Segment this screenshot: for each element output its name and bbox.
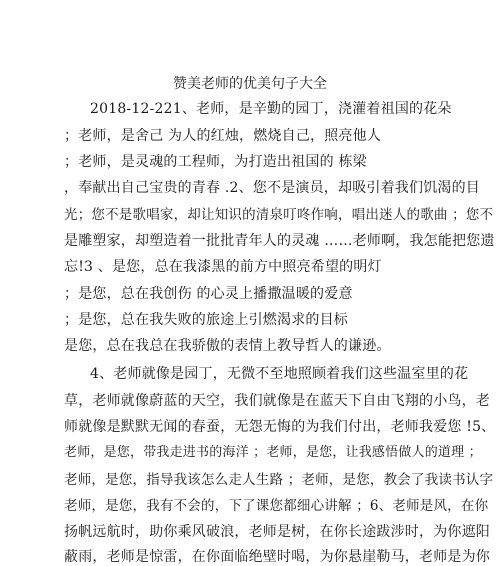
text-line: ；老师，是灵魂的工程师，为打造出祖国的 栋梁 xyxy=(64,154,367,170)
text-line: 4、老师就像是园丁，无微不至地照顾着我们这些温室里的花 xyxy=(90,366,469,382)
text-line: 是雕塑家，却塑造着一批批青年人的灵魂 ……老师啊，我怎能把您遗 xyxy=(64,233,495,249)
text-line: 忘!3 、是您，总在我漆黑的前方中照亮希望的明灯 xyxy=(64,259,382,275)
text-line: 老师，是您，带我走进书的海洋 ；老师，是您，让我感悟做人的道理 ； xyxy=(64,445,482,460)
text-line: 蔽雨，老师是惊雷，在你面临绝壁时喝，为你悬崖勒马，老师是为你 xyxy=(64,549,490,565)
text-line: ，奉献出自己宝贵的青春 .2、您不是演员，却吸引着我们饥渴的目 xyxy=(64,180,481,196)
text-line: ；是您，总在我创伤 的心灵上播撒温暖的爱意 xyxy=(64,286,353,302)
text-line: ；是您，总在我失败的旅途上引燃渴求的目标 xyxy=(64,312,348,328)
document-title: 赞美老师的优美句子大全 xyxy=(173,76,327,92)
text-line: 老师，是您，我有不会的，下了课您都细心讲解 ；6、老师是风，在你 xyxy=(64,498,489,514)
text-line: 扬帆远航时，助你乘风破浪，老师是树，在你长途跋涉时，为你遮阳 xyxy=(64,524,490,540)
text-line: 师就像是默默无闻的春蚕，无怨无悔的为我们付出，老师我爱您 !5、 xyxy=(64,419,496,435)
text-line: 2018-12-221、老师，是辛勤的园丁，浇灌着祖国的花朵 xyxy=(90,101,452,117)
text-line: 是您，总在我总在我骄傲的表情上教导哲人的谦逊。 xyxy=(64,338,391,354)
text-line: 老师，是您，指导我该怎么走人生路 ；老师，是您，教会了我读书认字 xyxy=(64,472,494,488)
text-line: ；老师，是舍己 为人的红烛，燃烧自己，照亮他人 xyxy=(64,128,382,144)
text-line: 草，老师就像蔚蓝的天空，我们就像是在蓝天下自由飞翔的小鸟，老 xyxy=(64,393,490,409)
text-line: 光；您不是歌唱家，却让知识的清泉叮咚作响，唱出迷人的歌曲 ；您不 xyxy=(64,207,494,223)
